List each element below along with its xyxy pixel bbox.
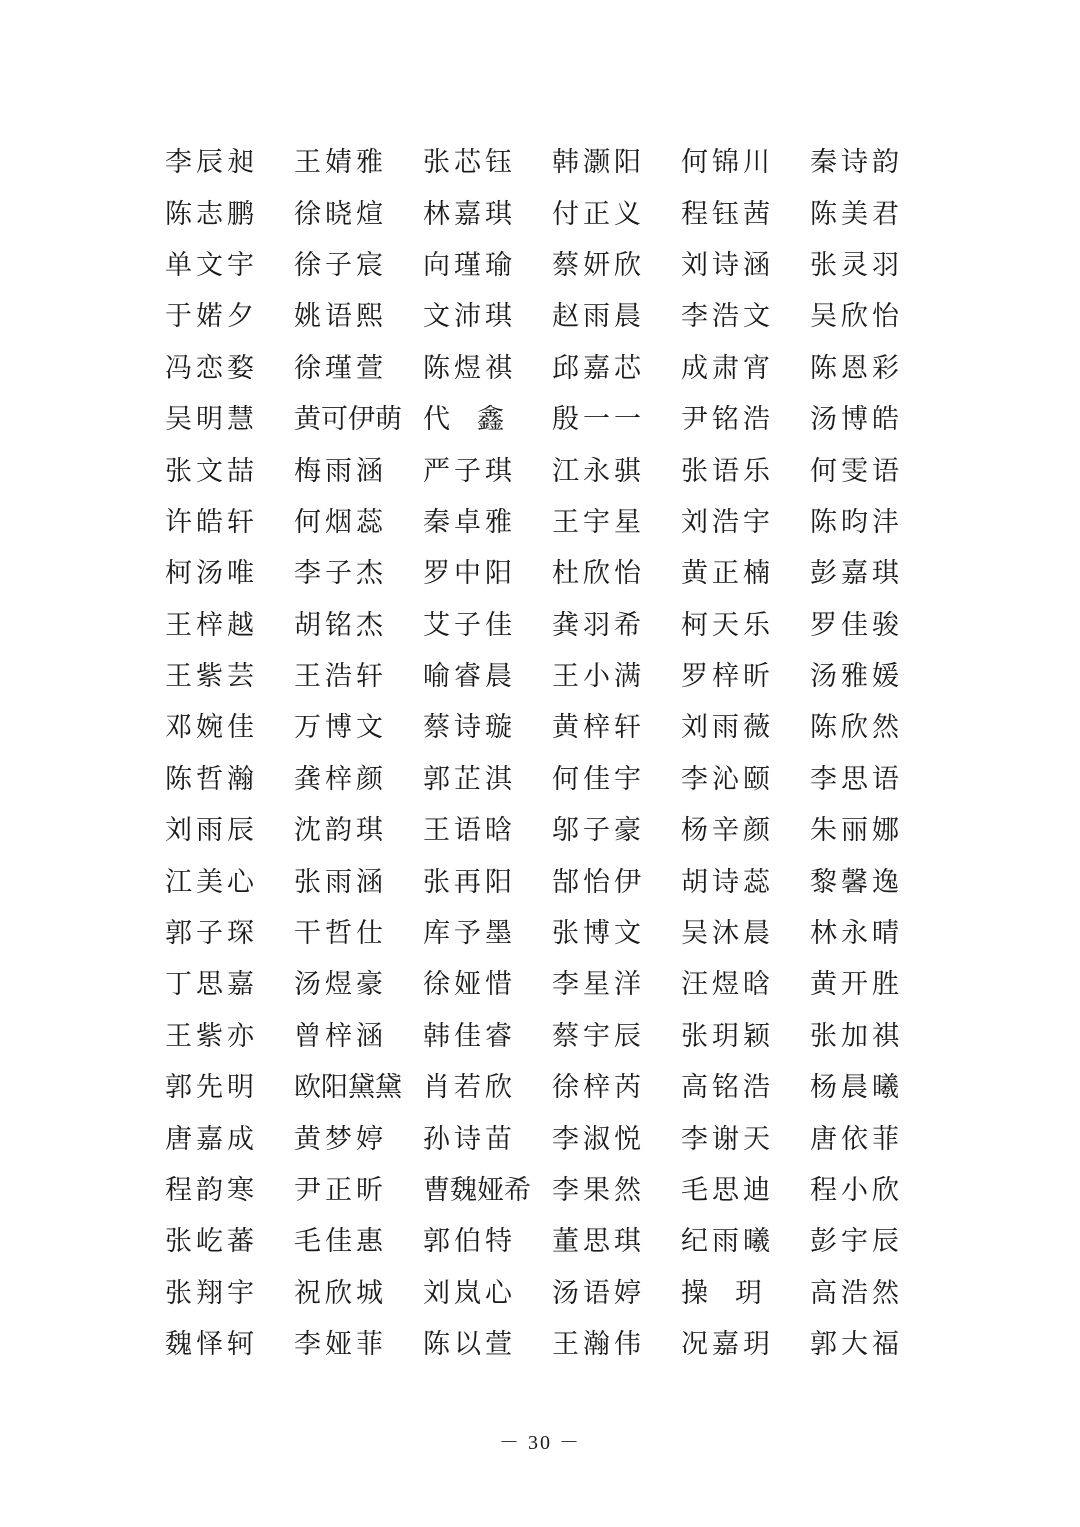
name-cell: 高浩然 (810, 1277, 903, 1309)
name-cell: 文沛琪 (423, 301, 516, 333)
name-cell: 黄梦婷 (294, 1123, 387, 1155)
name-cell: 成肃宵 (681, 352, 774, 384)
name-cell: 李谢天 (681, 1123, 774, 1155)
name-row (165, 343, 915, 394)
name-cell: 秦诗韵 (810, 147, 903, 179)
name-cell: 陈美君 (810, 198, 903, 230)
name-cell: 王小满 (552, 661, 645, 693)
name-cell: 蔡宇辰 (552, 1020, 645, 1052)
name-cell: 陈煜祺 (423, 352, 516, 384)
name-cell: 刘雨薇 (681, 712, 774, 744)
name-cell: 吴明慧 (165, 404, 258, 436)
name-cell: 吴欣怡 (810, 301, 903, 333)
name-cell: 王瀚伟 (552, 1329, 645, 1361)
name-cell: 徐瑾萱 (294, 352, 387, 384)
name-cell: 朱丽娜 (810, 815, 903, 847)
name-cell: 杜欣怡 (552, 558, 645, 590)
name-cell: 陈昀沣 (810, 506, 903, 538)
name-cell: 韩灏阳 (552, 147, 645, 179)
name-cell: 高铭浩 (681, 1072, 774, 1104)
name-cell: 李淑悦 (552, 1123, 645, 1155)
name-cell: 邱嘉芯 (552, 352, 645, 384)
name-cell: 沈韵琪 (294, 815, 387, 847)
name-cell: 何雯语 (810, 455, 903, 487)
name-cell: 杨辛颜 (681, 815, 774, 847)
name-cell: 李子杰 (294, 558, 387, 590)
name-row (165, 1268, 915, 1319)
name-cell: 唐依菲 (810, 1123, 903, 1155)
name-cell: 郭伯特 (423, 1226, 516, 1258)
name-cell: 李娅菲 (294, 1329, 387, 1361)
name-cell: 龚梓颜 (294, 763, 387, 795)
name-cell: 曾梓涵 (294, 1020, 387, 1052)
name-cell: 肖若欣 (423, 1072, 516, 1104)
name-cell: 姚语熙 (294, 301, 387, 333)
name-cell: 王婧雅 (294, 147, 387, 179)
name-cell: 张芯钰 (423, 147, 516, 179)
name-cell: 刘岚心 (423, 1277, 516, 1309)
name-cell: 黄正楠 (681, 558, 774, 590)
name-cell: 单文宇 (165, 249, 258, 281)
name-cell: 郜怡伊 (552, 866, 645, 898)
name-row (165, 1113, 915, 1164)
name-cell: 梅雨涵 (294, 455, 387, 487)
name-cell: 丁思嘉 (165, 969, 258, 1001)
page-number: － 30 － (499, 1432, 581, 1454)
name-cell: 操 玥 (681, 1277, 762, 1309)
name-cell: 郭先明 (165, 1072, 258, 1104)
name-row (165, 188, 915, 239)
name-cell: 艾子佳 (423, 609, 516, 641)
name-row (165, 856, 915, 907)
name-cell: 张再阳 (423, 866, 516, 898)
name-row (165, 1165, 915, 1216)
name-cell: 李沁颐 (681, 763, 774, 795)
name-cell: 郭子琛 (165, 918, 258, 950)
name-cell: 何锦川 (681, 147, 774, 179)
name-cell: 王语晗 (423, 815, 516, 847)
name-row (165, 651, 915, 702)
name-cell: 徐娅惜 (423, 969, 516, 1001)
name-row (165, 548, 915, 599)
name-cell: 刘诗涵 (681, 249, 774, 281)
name-cell: 汪煜晗 (681, 969, 774, 1001)
name-row (165, 445, 915, 496)
name-cell: 欧阳黛黛 (294, 1072, 402, 1104)
name-cell: 喻睿晨 (423, 661, 516, 693)
name-cell: 黄梓轩 (552, 712, 645, 744)
name-cell: 张文喆 (165, 455, 258, 487)
name-cell: 陈哲瀚 (165, 763, 258, 795)
name-cell: 程韵寒 (165, 1175, 258, 1206)
name-cell: 黄开胜 (810, 969, 903, 1001)
name-cell: 陈欣然 (810, 712, 903, 744)
name-cell: 柯汤唯 (165, 558, 258, 590)
name-cell: 彭宇辰 (810, 1226, 903, 1258)
name-cell: 尹铭浩 (681, 404, 774, 436)
name-cell: 林永晴 (810, 918, 903, 950)
name-row (165, 805, 915, 856)
name-cell: 何佳宇 (552, 763, 645, 795)
name-cell: 汤雅媛 (810, 661, 903, 693)
name-cell: 孙诗苗 (423, 1123, 516, 1155)
name-row (165, 1216, 915, 1267)
name-cell: 蔡妍欣 (552, 249, 645, 281)
name-cell: 韩佳睿 (423, 1020, 516, 1052)
name-cell: 吴沐晨 (681, 918, 774, 950)
name-cell: 邓婉佳 (165, 712, 258, 744)
name-cell: 曹魏娅希 (423, 1175, 531, 1206)
name-cell: 毛佳惠 (294, 1226, 387, 1258)
name-cell: 纪雨曦 (681, 1226, 774, 1258)
name-cell: 尹正昕 (294, 1175, 387, 1206)
name-cell: 何烟蕊 (294, 506, 387, 538)
name-cell: 董思琪 (552, 1226, 645, 1258)
name-cell: 汤博皓 (810, 404, 903, 436)
name-cell: 李果然 (552, 1175, 645, 1206)
name-row (165, 497, 915, 548)
name-cell: 杨晨曦 (810, 1072, 903, 1104)
name-cell: 胡诗蕊 (681, 866, 774, 898)
name-cell: 况嘉玥 (681, 1329, 774, 1361)
name-cell: 罗佳骏 (810, 609, 903, 641)
name-cell: 王浩轩 (294, 661, 387, 693)
name-cell: 严子琪 (423, 455, 516, 487)
name-cell: 唐嘉成 (165, 1123, 258, 1155)
name-cell: 徐晓煊 (294, 198, 387, 230)
name-cell: 邬子豪 (552, 815, 645, 847)
name-cell: 郭大福 (810, 1329, 903, 1361)
name-row (165, 1319, 915, 1370)
name-row (165, 394, 915, 445)
name-cell: 殷一一 (552, 404, 645, 436)
name-cell: 张灵羽 (810, 249, 903, 281)
name-cell: 刘浩宇 (681, 506, 774, 538)
name-cell: 徐子宸 (294, 249, 387, 281)
name-cell: 王梓越 (165, 609, 258, 641)
name-cell: 郭芷淇 (423, 763, 516, 795)
name-cell: 陈以萱 (423, 1329, 516, 1361)
name-cell: 江美心 (165, 866, 258, 898)
name-cell: 程钰茜 (681, 198, 774, 230)
name-cell: 库予墨 (423, 918, 516, 950)
name-cell: 冯恋婺 (165, 352, 258, 384)
name-cell: 王紫芸 (165, 661, 258, 693)
name-row (165, 240, 915, 291)
name-cell: 张翔宇 (165, 1277, 258, 1309)
name-cell: 代 鑫 (423, 404, 504, 436)
name-cell: 干哲仕 (294, 918, 387, 950)
name-cell: 刘雨辰 (165, 815, 258, 847)
name-cell: 魏怿轲 (165, 1329, 258, 1361)
name-cell: 蔡诗璇 (423, 712, 516, 744)
name-cell: 李思语 (810, 763, 903, 795)
name-cell: 张语乐 (681, 455, 774, 487)
name-cell: 林嘉琪 (423, 198, 516, 230)
name-cell: 陈志鹏 (165, 198, 258, 230)
name-cell: 王紫亦 (165, 1020, 258, 1052)
name-cell: 于婼夕 (165, 301, 258, 333)
name-cell: 祝欣城 (294, 1277, 387, 1309)
name-cell: 张屹蕃 (165, 1226, 258, 1258)
name-row (165, 1011, 915, 1062)
name-row (165, 600, 915, 651)
name-cell: 张玥颖 (681, 1020, 774, 1052)
name-row (165, 1062, 915, 1113)
name-row (165, 291, 915, 342)
name-cell: 陈恩彩 (810, 352, 903, 384)
name-cell: 罗中阳 (423, 558, 516, 590)
name-cell: 付正义 (552, 198, 645, 230)
name-cell: 胡铭杰 (294, 609, 387, 641)
name-cell: 黄可伊萌 (294, 404, 402, 436)
name-row (165, 137, 915, 188)
name-cell: 赵雨晨 (552, 301, 645, 333)
name-cell: 程小欣 (810, 1175, 903, 1206)
name-row (165, 702, 915, 753)
name-cell: 汤煜豪 (294, 969, 387, 1001)
name-cell: 张加祺 (810, 1020, 903, 1052)
name-cell: 李浩文 (681, 301, 774, 333)
name-cell: 柯天乐 (681, 609, 774, 641)
name-cell: 江永骐 (552, 455, 645, 487)
name-cell: 汤语婷 (552, 1277, 645, 1309)
name-cell: 许皓轩 (165, 506, 258, 538)
name-cell: 罗梓昕 (681, 661, 774, 693)
name-row (165, 754, 915, 805)
name-row (165, 908, 915, 959)
name-cell: 张雨涵 (294, 866, 387, 898)
name-cell: 黎馨逸 (810, 866, 903, 898)
name-cell: 李星洋 (552, 969, 645, 1001)
name-cell: 向瑾瑜 (423, 249, 516, 281)
name-cell: 徐梓芮 (552, 1072, 645, 1104)
name-cell: 王宇星 (552, 506, 645, 538)
name-cell: 李辰昶 (165, 147, 258, 179)
name-row (165, 959, 915, 1010)
names-grid (165, 137, 915, 1370)
name-cell: 张博文 (552, 918, 645, 950)
name-cell: 彭嘉琪 (810, 558, 903, 590)
name-cell: 毛思迪 (681, 1175, 774, 1206)
name-cell: 万博文 (294, 712, 387, 744)
name-cell: 秦卓雅 (423, 506, 516, 538)
name-cell: 龚羽希 (552, 609, 645, 641)
